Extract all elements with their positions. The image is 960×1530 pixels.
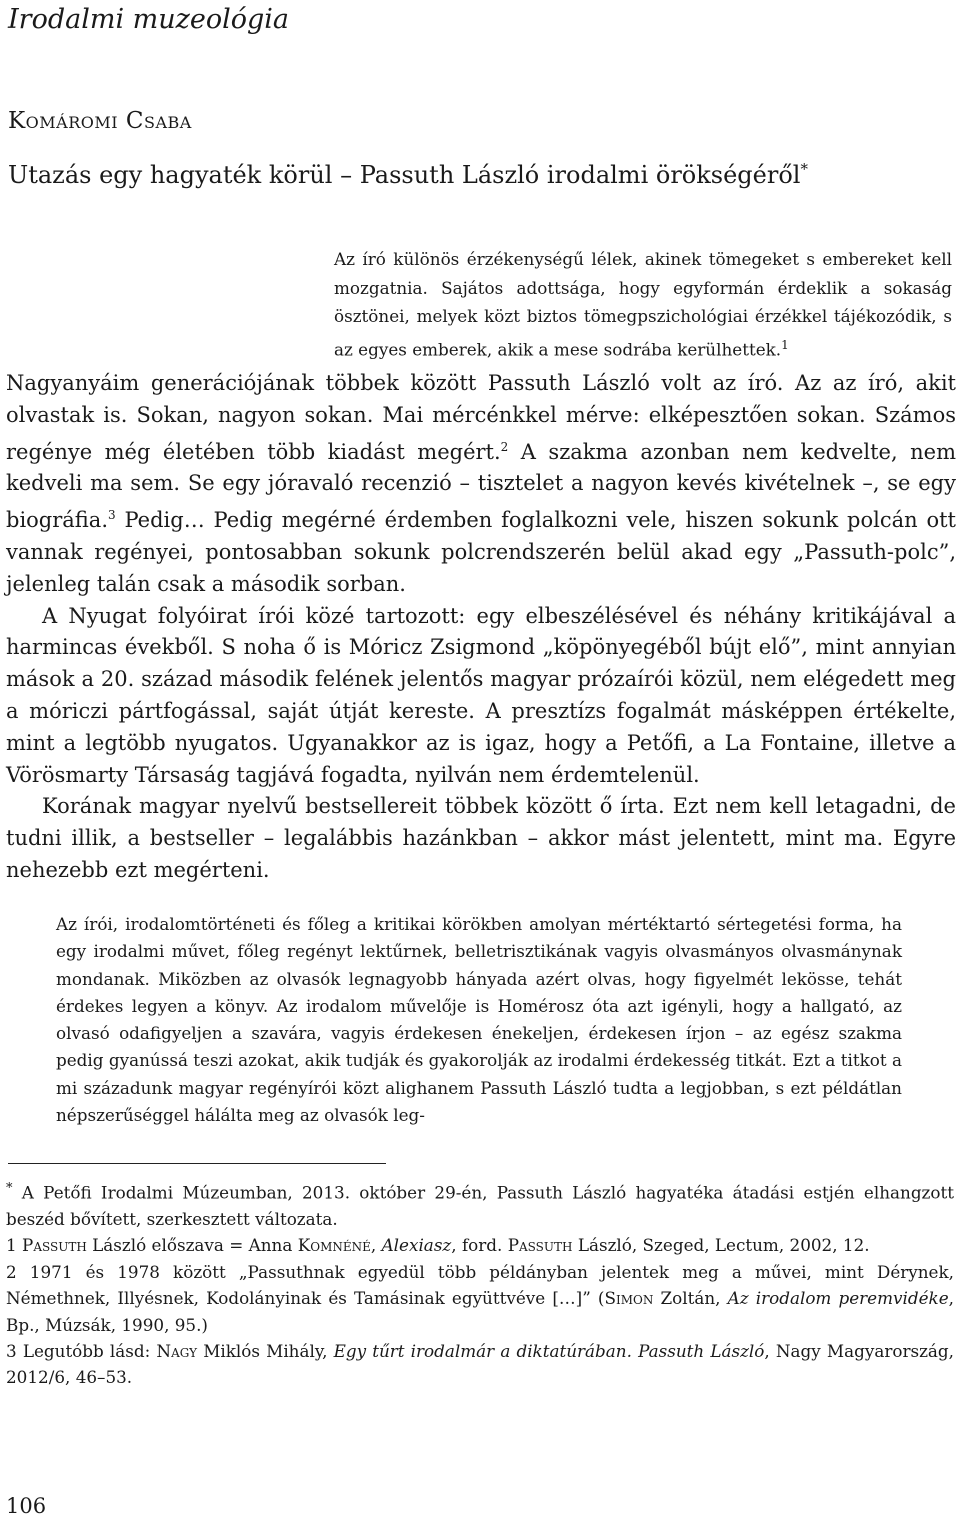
footnotes — [6, 1176, 954, 1391]
footnote-ref-2: 2 — [500, 439, 509, 454]
footnote-3-name-b: Nagy — [156, 1341, 198, 1362]
footnote-2-mark: 2 — [6, 1261, 17, 1282]
motto-quote — [334, 245, 952, 364]
footnote-3-a: Legutóbb lásd: — [16, 1341, 157, 1362]
footnote-2 — [6, 1259, 954, 1338]
footnote-star-text: A Petőfi Irodalmi Múzeumban, 2013. október 29-én, Passuth László hagyatéka átadási estjén elhangzott beszéd bővített, szerkesztett változata. — [6, 1182, 954, 1229]
footnote-3 — [6, 1338, 954, 1391]
footnote-1-name-c: Komnéné — [297, 1235, 371, 1256]
footnote-1-name-g: Passuth — [507, 1235, 573, 1256]
footnote-divider — [8, 1163, 386, 1164]
footnote-2-work: Az irodalom peremvidéke — [727, 1288, 949, 1309]
footnote-1-b: László előszava = Anna — [86, 1235, 298, 1256]
footnote-star — [6, 1176, 954, 1232]
article-author: Komáromi Csaba — [8, 108, 192, 134]
motto-footnote-ref: 1 — [781, 337, 789, 352]
footnote-1-mark: 1 — [6, 1235, 17, 1256]
footnote-3-mark: 3 — [6, 1341, 17, 1362]
paragraph-1 — [6, 368, 956, 601]
paragraph-1-part-b: A szakma azonban nem kedvelte, nem kedveli ma sem. Se egy jóravaló recenzió – tisztelet a nagyon kevés kivételnek –, se egy biográfia. — [6, 439, 956, 533]
paragraph-1-part-a: Nagyanyáim generációjának többek között Passuth László volt az író. Az az író, akit olvastak is. Sokan, nagyon sokan. Mai mércénkkel mérve: elképesztően sokan. Számos regénye még életében több kiadást megért. — [6, 371, 956, 464]
block-quote: Az írói, irodalomtörténeti és főleg a kritikai körökben amolyan mértéktartó sértegetési forma, ha egy irodalmi művet, főleg regényt lektűrnek, belletrisztikának vagyis olvasmányos olvasmánynak mondanak. Miközben az olvasók legnagyobb hányada azért olvas, hogy figyelmét lekösse, tehát érdekes legyen a könyv. Az irodalom művelője is Homérosz óta azt igényli, hogy a hallgató, az olvasó odafigyeljen a szavára, vagyis érdekesen énekeljen, érdekesen írjon – az egész szakma pedig gyanússá teszi azokat, akik tudják és gyakorolják az irodalmi érdekesség titkát. Ezt a titkot a mi századunk magyar regényírói közt alighanem Passuth László tudta a legjobban, s ezt példátlan népszerűséggel hálálta meg az olvasók leg- — [56, 914, 902, 1126]
footnote-2-c: Zoltán, — [653, 1288, 728, 1309]
footnote-1-work: Alexiasz — [381, 1235, 452, 1256]
paragraph-2: A Nyugat folyóirat írói közé tartozott: egy elbeszélésével és néhány kritikájával a harmincas évekből. S noha ő is Móricz Zsigmond „köpönyegéből bújt elő”, mint annyian mások a 20. század második felének jelentős magyar prózaírói közül, nem elégedett meg a móriczi pártfogással, saját útját kereste. A presztízs fogalmát másképpen értékelte, mint a legtöbb nyugatos. Ugyanakkor az is igaz, hogy a Petőfi, a La Fontaine, illetve a Vörösmarty Társaság tagjává fogadta, nyilván nem érdemtelenül. — [6, 603, 956, 787]
footnote-2-name-b: Simon — [604, 1288, 654, 1309]
footnote-3-c: Miklós Mihály, — [197, 1341, 334, 1362]
footnote-1-d: , — [370, 1235, 382, 1256]
paragraph-3: Korának magyar nyelvű bestsellereit többek között ő írta. Ezt nem kell letagadni, de tudni illik, a bestseller – legalábbis hazánkban – akkor mást jelentett, mint ma. Egyre nehezebb ezt megérteni. — [6, 794, 956, 882]
footnote-ref-3: 3 — [108, 508, 116, 523]
footnote-2-a: 1971 és 1978 között „Passuthnak egyedül több példányban jelentek meg a művei, mint Dérynek, Némethnek, Illyésnek, Kodolányinak és Tamásinak együttvéve […]” ( — [6, 1261, 954, 1309]
footnote-1 — [6, 1232, 954, 1258]
footnote-2-e: , Bp., Múzsák, 1990, 95.) — [6, 1288, 954, 1335]
title-footnote-mark: * — [800, 160, 808, 178]
footnote-star-mark: * — [6, 1181, 13, 1196]
article-title-text: Utazás egy hagyaték körül – Passuth László irodalmi örökségéről — [8, 161, 801, 189]
article-body — [6, 368, 956, 887]
section-header: Irodalmi muzeológia — [8, 4, 290, 35]
footnote-3-work: Egy tűrt irodalmár a diktatúrában. Passuth László — [333, 1341, 765, 1362]
page-number: 106 — [6, 1494, 47, 1518]
article-title — [8, 160, 808, 189]
paragraph-1-part-c: Pedig… Pedig megérné érdemben foglalkozni vele, hiszen sokunk polcán ott vannak regényei, pontosabban sokunk polcrendszerén belül akad egy „Passuth-polc”, jelenleg talán csak a második sorban. — [6, 508, 956, 596]
footnote-1-h: László, Szeged, Lectum, 2002, 12. — [572, 1235, 870, 1256]
footnote-1-name-a: Passuth — [22, 1235, 87, 1256]
motto-text: Az író különös érzékenységű lélek, akinek tömegeket s embereket kell mozgatnia. Sajátos adottsága, hogy egyformán érdeklik a sokaság ösztönei, melyek közt biztos tömegpszichológiai érzékkel tájékozódik, s az egyes emberek, akik a mese sodrába kerülhettek. — [334, 249, 952, 360]
footnote-3-e: , Nagy Magyarország, 2012/6, 46–53. — [6, 1341, 955, 1388]
footnote-1-f: , ford. — [451, 1235, 508, 1256]
